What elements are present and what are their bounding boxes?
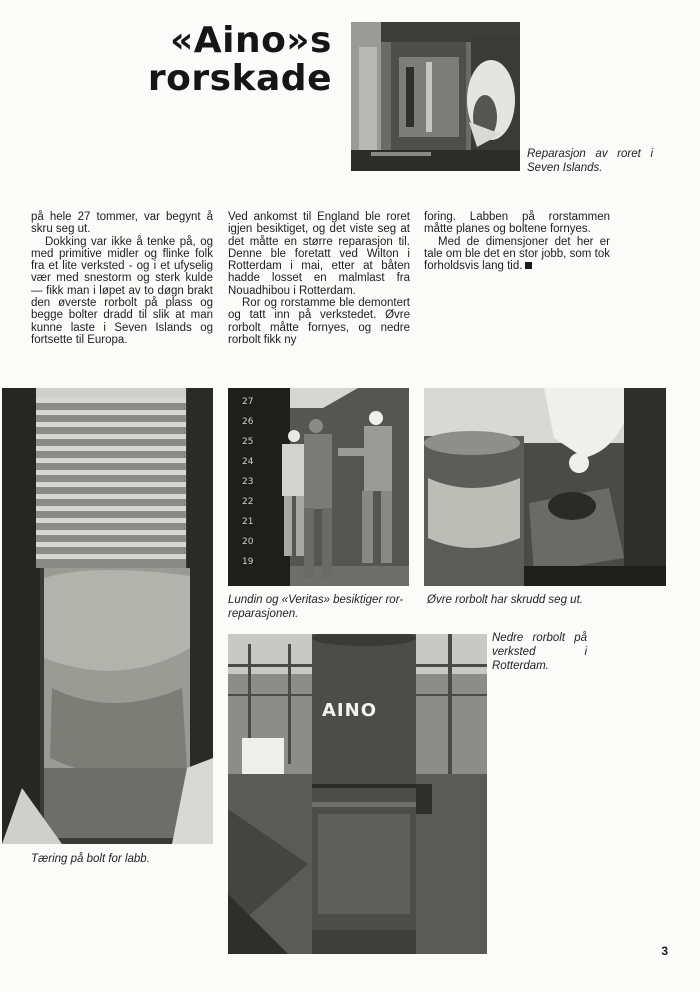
caption-bolt-corrosion: Tæring på bolt for labb.: [31, 853, 150, 865]
paragraph-text: Med de dimensjoner det her er tale om ble det en stor jobb, som tok forholdsvis lang tid.: [424, 235, 610, 273]
caption-bolt-unscrewed: Øvre rorbolt har skrudd seg ut.: [427, 594, 583, 606]
draft-mark: 22: [242, 497, 254, 507]
paragraph: Dokking var ikke å tenke på, og med primitive midler og flinke folk fra et lite verksted - og i et ufyselig vær med snestorm og sterk kulde — fikk man i løpet av to døgn brakt den øverste rorbolt på plass og begge bolter dradd til slik at man kunne laste i Seven Islands og fortsette til Europa.: [31, 235, 213, 346]
draft-mark: 23: [242, 477, 254, 487]
end-mark-icon: [525, 262, 532, 269]
text-column-1: [31, 211, 213, 346]
aino-label: AINO: [322, 700, 377, 721]
caption-workshop: Nedre rorbolt på verksted i Rotterdam.: [492, 632, 587, 672]
draft-mark: 24: [242, 457, 254, 467]
photo-bolt-corrosion: [2, 388, 213, 844]
text-column-3: [424, 211, 610, 272]
paragraph: Ror og rorstamme ble demontert og tatt inn på verkstedet. Øvre rorbolt måtte fornyes, og nedre rorbolt fikk ny: [228, 297, 410, 346]
photo-inspection: [228, 388, 409, 586]
paragraph: foring. Labben på rorstammen måtte planes og boltene fornyes.: [424, 211, 610, 236]
photo-workshop: [228, 634, 487, 954]
draft-mark: 19: [242, 557, 254, 567]
page-number: 3: [661, 944, 668, 958]
caption-rudder-repair: Reparasjon av roret i Seven Islands.: [527, 148, 653, 174]
photo-rudder-repair: [351, 22, 520, 171]
caption-inspection: Lundin og «Veritas» besiktiger ror-reparasjonen.: [228, 594, 404, 620]
photo-bolt-unscrewed: [424, 388, 666, 586]
paragraph: på hele 27 tommer, var begynt å skru seg ut.: [31, 211, 213, 236]
draft-mark: 27: [242, 397, 254, 407]
title-line-2: rorskade: [147, 58, 332, 99]
title-line-1: «Aino»s: [169, 20, 332, 61]
draft-mark: 25: [242, 437, 254, 447]
draft-mark: 26: [242, 417, 254, 427]
paragraph: Ved ankomst til England ble roret igjen besiktiget, og det viste seg at det måtte en større reparasjon til. Denne ble foretatt ved Wilton i Rotterdam i mai, etter at båten hadde losset en malmlast fra Nouadhibou i Rotterdam.: [228, 211, 410, 297]
draft-mark: 20: [242, 537, 254, 547]
draft-mark: 21: [242, 517, 254, 527]
paragraph: [424, 236, 610, 273]
text-column-2: [228, 211, 410, 346]
article-title: [120, 22, 332, 98]
